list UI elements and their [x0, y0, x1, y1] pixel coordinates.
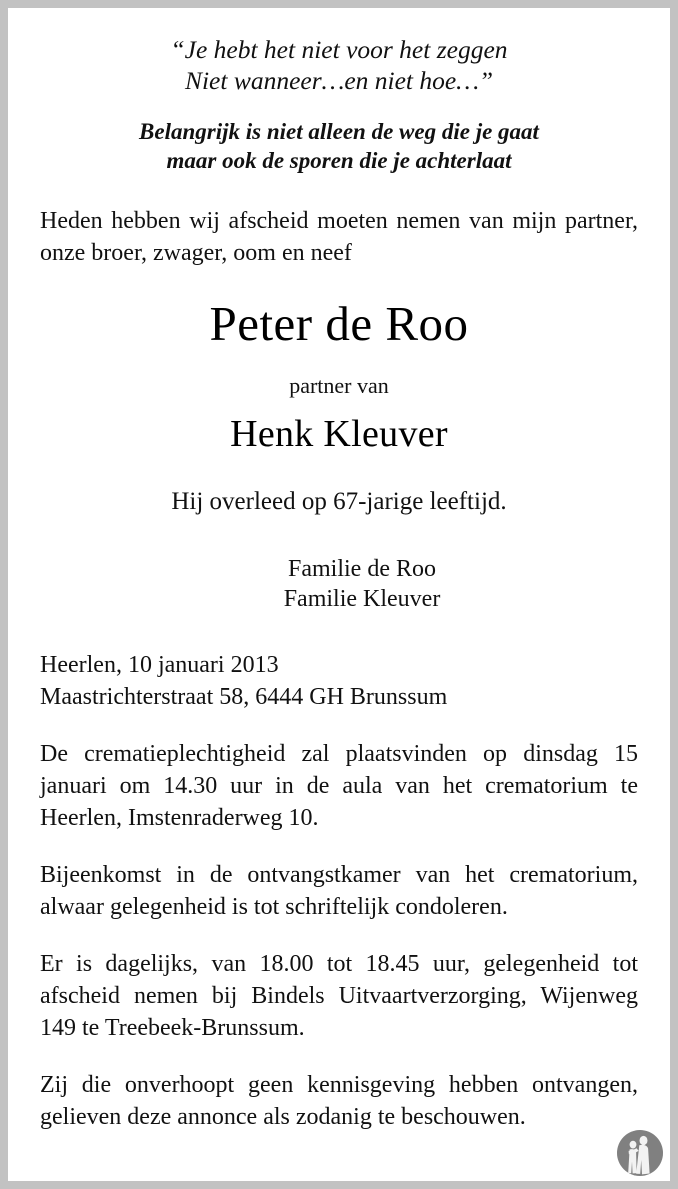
visiting-hours-paragraph: Er is dagelijks, van 18.00 tot 18.45 uur, gelegenheid tot afscheid nemen bij Bindels Uitvaartverzorging, Wijenweg 149 te Treebeek-Brunssum. [40, 951, 638, 1041]
poem-line: maar ook de sporen die je achterlaat [166, 148, 512, 173]
partner-label: partner van [289, 373, 389, 398]
gathering-paragraph: Bijeenkomst in de ontvangstkamer van het crematorium, alwaar gelegenheid is tot schriftelijk condoleren. [40, 862, 638, 920]
announcement-intro: Heden hebben wij afscheid moeten nemen van mijn partner, onze broer, zwager, oom en neef [40, 208, 638, 266]
address: Maastrichterstraat 58, 6444 GH Brunssum [40, 684, 448, 710]
city-date: Heerlen, 10 januari 2013 [40, 652, 279, 678]
partner-name: Henk Kleuver [230, 413, 448, 455]
age-line: Hij overleed op 67-jarige leeftijd. [171, 488, 507, 515]
cremation-details-paragraph: De crematieplechtigheid zal plaatsvinden op dinsdag 15 januari om 14.30 uur in de aula van het crematorium te Heerlen, Imstenraderweg 10. [40, 741, 638, 831]
poem-stanza-two [38, 96, 640, 175]
poem-line: Niet wanneer…en niet hoe…” [184, 66, 494, 95]
poem-line: Belangrijk is niet alleen de weg die je gaat [139, 119, 539, 144]
family-name: Familie Kleuver [283, 586, 441, 612]
poem-line: “Je hebt het niet voor het zeggen [170, 35, 508, 64]
place-block [38, 649, 640, 713]
funeral-home-logo [616, 1129, 664, 1177]
poem [38, 8, 640, 175]
general-notice-paragraph: Zij die onverhoopt geen kennisgeving hebben ontvangen, gelieven deze annonce als zodanig te beschouwen. [40, 1072, 638, 1130]
obituary-content [8, 8, 670, 1181]
obituary-card [8, 8, 670, 1181]
family-block [38, 554, 640, 614]
poem-stanza-one [38, 8, 640, 96]
deceased-name: Peter de Roo [209, 296, 469, 351]
family-name: Familie de Roo [288, 556, 436, 582]
